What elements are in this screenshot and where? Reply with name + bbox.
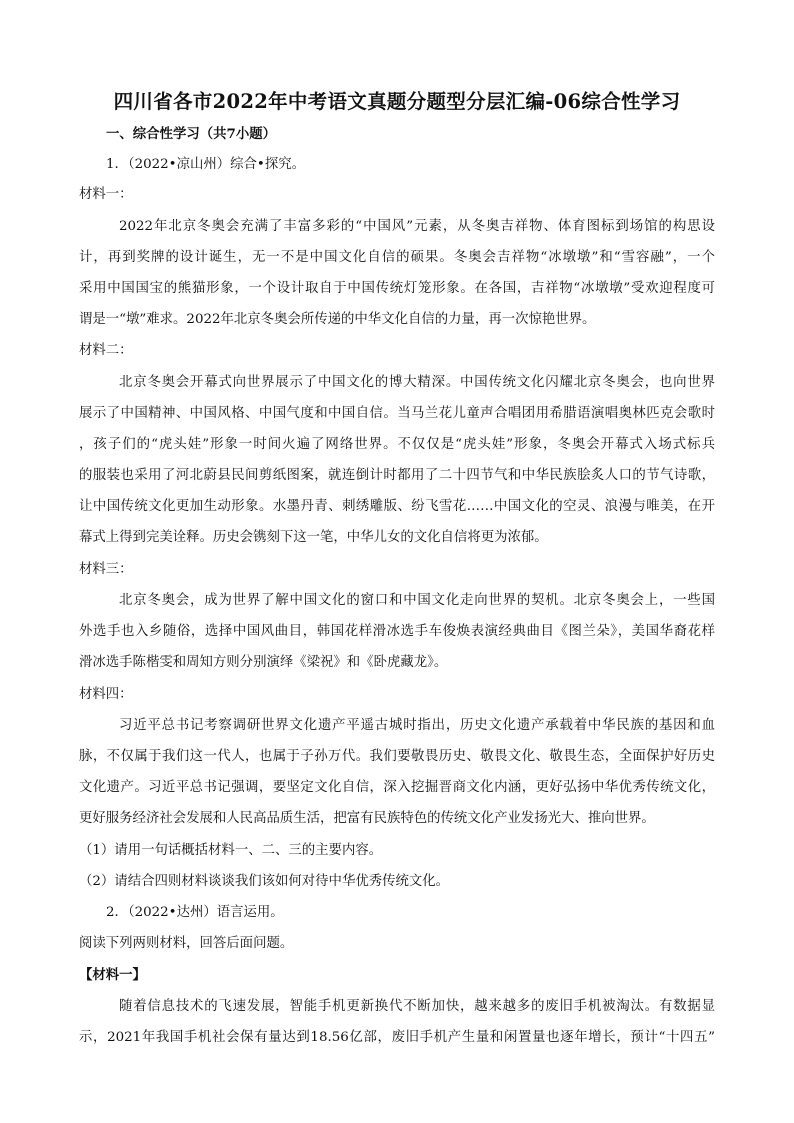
q1-material-2-line: 展示了中国精神、中国风格、中国气度和中国自信。当马兰花儿童声合唱团用希腊语演唱奥林匹克会歌时 — [79, 406, 715, 421]
q1-material-3-line: 滑冰选手陈楷雯和周知方则分别演绎《梁祝》和《卧虎藏龙》。 — [79, 655, 448, 670]
q1-material-4-line: 脉，不仅属于我们这一代人，也属于子孙万代。我们要敬畏历史、敬畏文化、敬畏生态，全面保护好历史 — [79, 749, 715, 764]
q1-material-4-line: 更好服务经济社会发展和人民高品质生活，把富有民族特色的传统文化产业发扬光大、推向世界。 — [79, 811, 655, 826]
q2-material-1-line: 示，2021年我国手机社会保有量达到18.56亿部，废旧手机产生量和闲置量也逐年增长，预计“十四五” — [79, 1030, 715, 1045]
q1-material-2-line: 北京冬奥会开幕式向世界展示了中国文化的博大精深。中国传统文化闪耀北京冬奥会，也向世界 — [119, 375, 715, 390]
q1-material-2-line: 的服装也采用了河北蔚县民间剪纸图案，就连倒计时都用了二十四节气和中华民族脍炙人口的节气诗歌， — [79, 468, 715, 483]
q1-material-2-line: ，孩子们的“虎头娃”形象一时间火遍了网络世界。不仅仅是“虎头娃”形象，冬奥会开幕式入场式标兵 — [79, 437, 715, 452]
q1-subquestion-1: （1）请用一句话概括材料一、二、三的主要内容。 — [79, 843, 383, 858]
q1-material-3-line: 外选手也入乡随俗，选择中国风曲目，韩国花样滑冰选手车俊焕表演经典曲目《图兰朵》，美国华裔花样 — [79, 624, 715, 639]
q1-material-2-label: 材料二： — [79, 343, 133, 358]
q1-material-3-label: 材料三： — [79, 562, 133, 577]
q1-material-1-line: 谓是一“墩”难求。2022年北京冬奥会所传递的中华文化自信的力量，再一次惊艳世界。 — [79, 312, 596, 327]
q1-material-4-label: 材料四： — [79, 687, 133, 702]
q1-material-1-label: 材料一： — [79, 187, 133, 202]
q1-material-1-line: 计，再到奖牌的设计诞生，无一不是中国文化自信的硕果。冬奥会吉祥物“冰墩墩”和“雪容融”，一个 — [79, 250, 715, 265]
q2-instruction: 阅读下列两则材料，回答后面问题。 — [79, 936, 294, 951]
page-title: 四川省各市2022年中考语文真题分题型分层汇编-06综合性学习 — [113, 90, 681, 113]
q1-material-2-line: 幕式上得到完美诠释。历史会镌刻下这一笔，中华儿女的文化自信将更为浓郁。 — [79, 530, 548, 545]
q1-material-4-line: 文化遗产。习近平总书记强调，要坚定文化自信，深入挖掘晋商文化内涵，更好弘扬中华优秀传统文化， — [79, 780, 715, 795]
q1-material-2-line: 让中国传统文化更加生动形象。水墨丹青、刺绣雕版、纷飞雪花……中国文化的空灵、浪漫与唯美，在开 — [79, 499, 715, 514]
q2-material-1-label: 【材料一】 — [79, 967, 146, 983]
q1-material-3-line: 北京冬奥会，成为世界了解中国文化的窗口和中国文化走向世界的契机。北京冬奥会上，一些国 — [119, 593, 715, 608]
q1-material-4-line: 习近平总书记考察调研世界文化遗产平遥古城时指出，历史文化遗产承载着中华民族的基因和血 — [119, 718, 715, 733]
section-heading: 一、综合性学习（共7小题） — [106, 126, 277, 142]
q1-material-1-line: 采用中国国宝的熊猫形象，一个设计取自于中国传统灯笼形象。在各国，吉祥物“冰墩墩”受欢迎程度可 — [79, 281, 715, 296]
q1-subquestion-2: （2）请结合四则材料谈谈我们该如何对待中华优秀传统文化。 — [79, 874, 450, 889]
question-2-header: 2．（2022•达州）语言运用。 — [106, 905, 284, 920]
q2-material-1-line: 随着信息技术的飞速发展，智能手机更新换代不断加快，越来越多的废旧手机被淘汰。有数据显 — [119, 999, 715, 1014]
q1-material-1-line: 2022年北京冬奥会充满了丰富多彩的“中国风”元素，从冬奥吉祥物、体育图标到场馆的构思设 — [119, 219, 715, 234]
question-1-header: 1．（2022•凉山州）综合•探究。 — [106, 157, 305, 172]
